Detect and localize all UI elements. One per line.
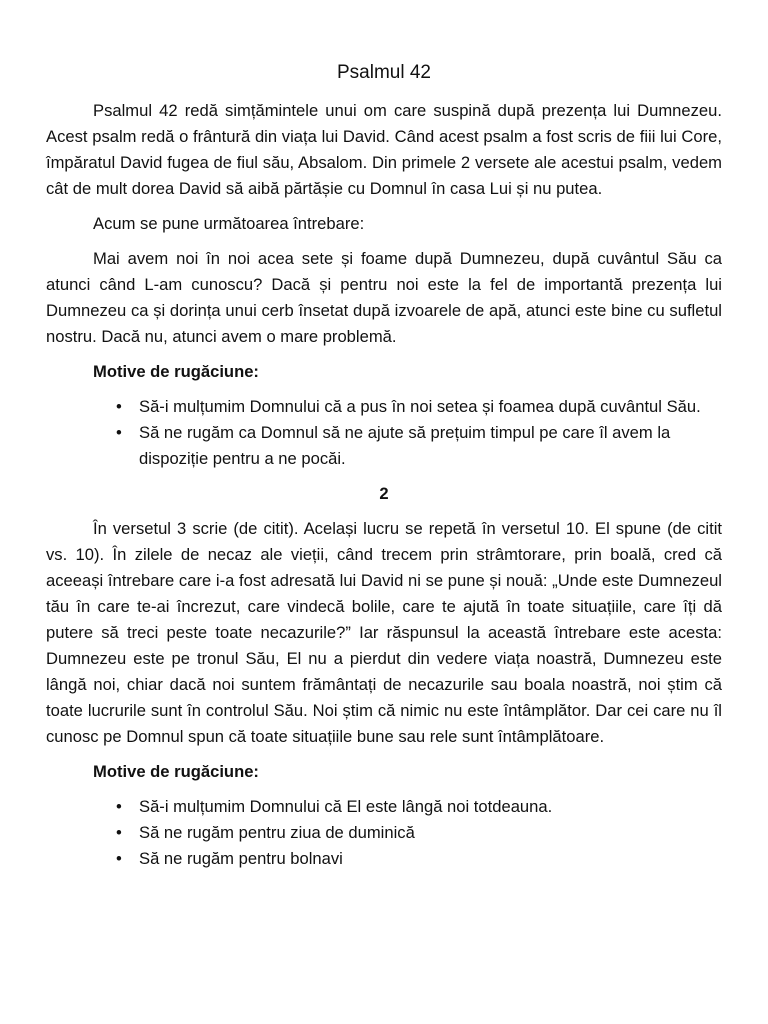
list-item bbox=[46, 394, 722, 420]
question-paragraph: Acum se pune următoarea întrebare: bbox=[93, 214, 365, 233]
list-item-text: Să-i mulțumim Domnului că El este lângă noi totdeauna. bbox=[139, 797, 553, 816]
intro-paragraph: Psalmul 42 redă simțămintele unui om care suspină după prezența lui Dumnezeu. Acest psalm redă o frântură din viața lui David. Când acest psalm a fost scris de fiii lui Core, împăratul David fugea de fiul său, Absalom. Din primele 2 versete ale acestui psalm, vedem cât de mult dorea David să aibă părtășie cu Domnul în casa Lui și nu putea. bbox=[46, 101, 722, 198]
bullet-icon: • bbox=[116, 797, 122, 816]
bullet-icon: • bbox=[116, 823, 122, 842]
prayer-heading: Motive de rugăciune: bbox=[93, 362, 259, 381]
document-page bbox=[46, 58, 722, 881]
prayer-heading: Motive de rugăciune: bbox=[93, 762, 259, 781]
list-item bbox=[46, 846, 722, 872]
bullet-icon: • bbox=[116, 423, 122, 442]
section-paragraph: În versetul 3 scrie (de citit). Același lucru se repetă în versetul 10. El spune (de citit vs. 10). În zilele de necaz ale vieții, când trecem prin strâmtorare, prin boală, cred că aceeași întrebare care i-a fost adresată lui David ni se pune și nouă: „Unde este Dumnezeul tău în care te-ai încrezut, care vindecă bolile, care te ajută în toate situațiile, care îți dă putere să treci peste toate necazurile?” Iar răspunsul la această întrebare este acesta: Dumnezeu este pe tronul Său, El nu a pierdut din vedere viața noastră, Dumnezeu este lângă noi, chiar dacă noi suntem frământați de necazurile sau boala noastră, noi știm că toate lucrurile sunt în controlul Său. Noi știm că nimic nu este întâmplător. Dar cei care nu îl cunosc pe Domnul spun că toate situațiile bune sau rele sunt întâmplătoare. bbox=[46, 519, 722, 746]
list-item-text: Să ne rugăm pentru ziua de duminică bbox=[139, 823, 415, 842]
list-item bbox=[46, 820, 722, 846]
prayer-list bbox=[46, 394, 722, 472]
list-item-text: Să ne rugăm pentru bolnavi bbox=[139, 849, 343, 868]
prayer-list bbox=[46, 794, 722, 872]
list-item-text: Să-i mulțumim Domnului că a pus în noi setea și foamea după cuvântul Său. bbox=[139, 397, 701, 416]
reflection-paragraph: Mai avem noi în noi acea sete și foame după Dumnezeu, după cuvântul Său ca atunci când L-am cunoscu? Dacă și pentru noi este la fel de importantă prezența lui Dumnezeu ca și dorința unui cerb însetat după izvoarele de apă, atunci este bine cu sufletul nostru. Dacă nu, atunci avem o mare problemă. bbox=[46, 249, 722, 346]
list-item bbox=[46, 794, 722, 820]
list-item-text: Să ne rugăm ca Domnul să ne ajute să prețuim timpul pe care îl avem la dispoziție pentru a ne pocăi. bbox=[139, 423, 671, 468]
list-item bbox=[46, 420, 722, 472]
page-title: Psalmul 42 bbox=[337, 62, 431, 83]
bullet-icon: • bbox=[116, 397, 122, 416]
section-number: 2 bbox=[379, 484, 389, 503]
bullet-icon: • bbox=[116, 849, 122, 868]
